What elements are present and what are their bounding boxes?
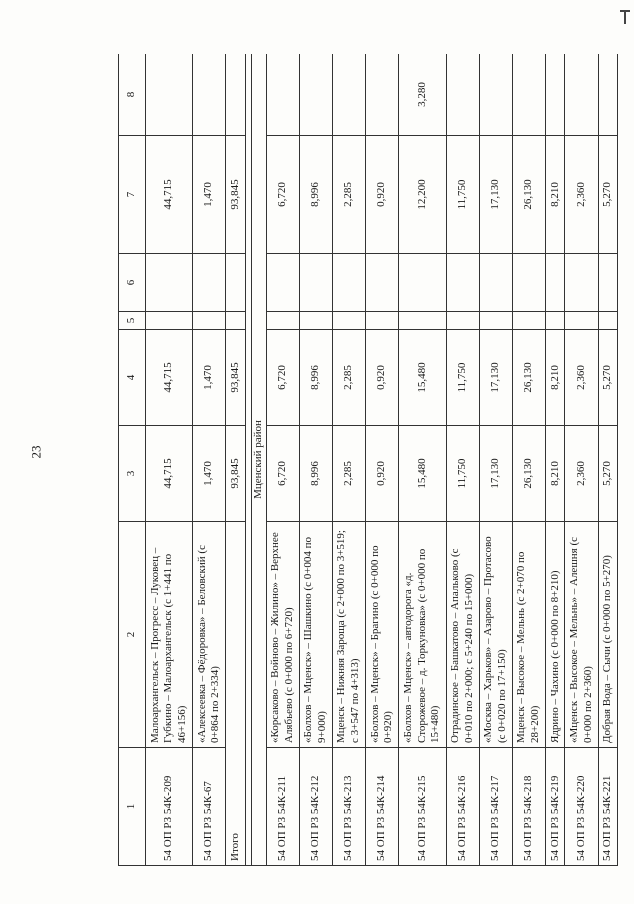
cell-c6: [598, 254, 617, 312]
cell-c7: 11,750: [446, 136, 479, 254]
table-row: [399, 54, 446, 866]
cell-c6: [479, 254, 512, 312]
total-c7: 93,845: [226, 136, 245, 254]
cell-c8: [333, 54, 366, 136]
road-name: «Болхов – Мценск» – автодорога «д. Сторожевое – д. Торкуновка» (с 0+000 по 15+480): [399, 522, 446, 748]
column-header: 5: [119, 312, 146, 330]
cell-c7: 2,285: [333, 136, 366, 254]
corner-mark: [624, 10, 626, 24]
table-row: [333, 54, 366, 866]
column-header: 1: [119, 748, 146, 866]
road-name: «Болхов – Мценск» – Шашкино (с 0+004 по 9+000): [299, 522, 332, 748]
cell-c5: [266, 312, 299, 330]
road-code: 54 ОП РЗ 54К-213: [333, 748, 366, 866]
cell-c6: [299, 254, 332, 312]
cell-c6: [266, 254, 299, 312]
cell-c7: 8,996: [299, 136, 332, 254]
road-name: «Болхов – Мценск» – Брагино (с 0+000 по 0+920): [366, 522, 399, 748]
column-header: 3: [119, 426, 146, 522]
cell-c5: [513, 312, 546, 330]
cell-c3: 15,480: [399, 426, 446, 522]
road-name: «Алексеевка – Фёдоровка» – Беловский (с 0+864 по 2+334): [193, 522, 226, 748]
road-code: 54 ОП РЗ 54К-214: [366, 748, 399, 866]
road-code: 54 ОП РЗ 54К-221: [598, 748, 617, 866]
header-row: [119, 54, 146, 866]
column-header: 7: [119, 136, 146, 254]
road-code: 54 ОП РЗ 54К-220: [565, 748, 598, 866]
cell-c4: 2,285: [333, 330, 366, 426]
cell-c3: 0,920: [366, 426, 399, 522]
cell-c5: [333, 312, 366, 330]
cell-c6: [146, 254, 193, 312]
column-header: 8: [119, 54, 146, 136]
road-name: Мценск – Нижняя Зароща (с 2+000 по 3+519; с 3+547 по 4+313): [333, 522, 366, 748]
cell-c5: [193, 312, 226, 330]
road-code: 54 ОП РЗ 54К-209: [146, 748, 193, 866]
cell-c3: 26,130: [513, 426, 546, 522]
cell-c8: [513, 54, 546, 136]
cell-c6: [333, 254, 366, 312]
cell-c8: [299, 54, 332, 136]
cell-c5: [399, 312, 446, 330]
column-header: 4: [119, 330, 146, 426]
cell-c8: [565, 54, 598, 136]
cell-c8: [479, 54, 512, 136]
cell-c6: [513, 254, 546, 312]
road-name: Мценск – Высокое – Мельнь (с 2+070 по 28+200): [513, 522, 546, 748]
table-row: [146, 54, 193, 866]
cell-c3: 2,285: [333, 426, 366, 522]
cell-c7: 2,360: [565, 136, 598, 254]
cell-c8: [446, 54, 479, 136]
cell-c6: [546, 254, 565, 312]
cell-c4: 26,130: [513, 330, 546, 426]
road-code: 54 ОП РЗ 54К-212: [299, 748, 332, 866]
total-c3: 93,845: [226, 426, 245, 522]
table-row: [479, 54, 512, 866]
cell-c4: 5,270: [598, 330, 617, 426]
total-c6: [226, 254, 245, 312]
column-header: 6: [119, 254, 146, 312]
table-row: [546, 54, 565, 866]
cell-c3: 2,360: [565, 426, 598, 522]
cell-c7: 5,270: [598, 136, 617, 254]
rotated-table-container: [118, 54, 618, 866]
cell-c8: [546, 54, 565, 136]
section-row: [251, 54, 266, 866]
cell-c3: 17,130: [479, 426, 512, 522]
table-row: [299, 54, 332, 866]
cell-c7: 0,920: [366, 136, 399, 254]
road-code: 54 ОП РЗ 54К-218: [513, 748, 546, 866]
road-code: 54 ОП РЗ 54К-217: [479, 748, 512, 866]
road-code: 54 ОП РЗ 54К-216: [446, 748, 479, 866]
cell-c6: [446, 254, 479, 312]
cell-c5: [565, 312, 598, 330]
cell-c6: [366, 254, 399, 312]
cell-c5: [546, 312, 565, 330]
table-row: [598, 54, 617, 866]
cell-c4: 2,360: [565, 330, 598, 426]
cell-c4: 1,470: [193, 330, 226, 426]
road-code: 54 ОП РЗ 54К-215: [399, 748, 446, 866]
cell-c3: 1,470: [193, 426, 226, 522]
cell-c4: 11,750: [446, 330, 479, 426]
cell-c8: [366, 54, 399, 136]
cell-c3: 11,750: [446, 426, 479, 522]
table-row: [565, 54, 598, 866]
cell-c7: 26,130: [513, 136, 546, 254]
total-c4: 93,845: [226, 330, 245, 426]
road-name: «Мценск – Высокое – Мельнь» – Алешня (с 0+000 по 2+360): [565, 522, 598, 748]
roads-table: [118, 54, 618, 866]
cell-c6: [399, 254, 446, 312]
cell-c4: 0,920: [366, 330, 399, 426]
cell-c5: [479, 312, 512, 330]
cell-c7: 17,130: [479, 136, 512, 254]
column-header: 2: [119, 522, 146, 748]
cell-c8: [598, 54, 617, 136]
cell-c7: 44,715: [146, 136, 193, 254]
cell-c5: [299, 312, 332, 330]
table-row: [513, 54, 546, 866]
road-code: 54 ОП РЗ 54К-219: [546, 748, 565, 866]
cell-c4: 8,210: [546, 330, 565, 426]
section-title: Мценский район: [251, 54, 266, 866]
total-c8: [226, 54, 245, 136]
cell-c3: 44,715: [146, 426, 193, 522]
cell-c3: 6,720: [266, 426, 299, 522]
document-page: [118, 54, 618, 866]
total-row: [226, 54, 245, 866]
cell-c3: 5,270: [598, 426, 617, 522]
road-name: «Корсаково – Войново – Жилино» – Верхнее Алябьево (с 0+000 по 6+720): [266, 522, 299, 748]
cell-c5: [598, 312, 617, 330]
cell-c8: 3,280: [399, 54, 446, 136]
cell-c8: [266, 54, 299, 136]
cell-c4: 8,996: [299, 330, 332, 426]
table-row: [266, 54, 299, 866]
cell-c7: 1,470: [193, 136, 226, 254]
cell-c7: 6,720: [266, 136, 299, 254]
cell-c3: 8,210: [546, 426, 565, 522]
table-row: [366, 54, 399, 866]
cell-c6: [565, 254, 598, 312]
cell-c6: [193, 254, 226, 312]
road-name: Малоархангельск – Прогресс – Луковец – Губкино – Малоархангельск (с 1+441 по 46+156): [146, 522, 193, 748]
road-code: 54 ОП РЗ 54К-67: [193, 748, 226, 866]
road-name: Добрая Вода – Сычи (с 0+000 по 5+270): [598, 522, 617, 748]
cell-c4: 6,720: [266, 330, 299, 426]
cell-c4: 15,480: [399, 330, 446, 426]
cell-c8: [146, 54, 193, 136]
cell-c5: [446, 312, 479, 330]
table-row: [446, 54, 479, 866]
cell-c5: [146, 312, 193, 330]
total-c5: [226, 312, 245, 330]
road-code: 54 ОП РЗ 54К-211: [266, 748, 299, 866]
road-name: «Москва – Харьков» – Азарово – Протасово (с 0+020 по 17+150): [479, 522, 512, 748]
cell-c3: 8,996: [299, 426, 332, 522]
cell-c7: 8,210: [546, 136, 565, 254]
table-row: [193, 54, 226, 866]
cell-c4: 44,715: [146, 330, 193, 426]
cell-c4: 17,130: [479, 330, 512, 426]
total-label: Итого: [226, 522, 245, 866]
page-number: 23: [28, 445, 44, 459]
cell-c7: 12,200: [399, 136, 446, 254]
cell-c8: [193, 54, 226, 136]
cell-c5: [366, 312, 399, 330]
road-name: Отрадинское – Башкатово – Апальково (с 0+010 по 2+000; с 5+240 по 15+000): [446, 522, 479, 748]
road-name: Ядрино – Чахино (с 0+000 по 8+210): [546, 522, 565, 748]
